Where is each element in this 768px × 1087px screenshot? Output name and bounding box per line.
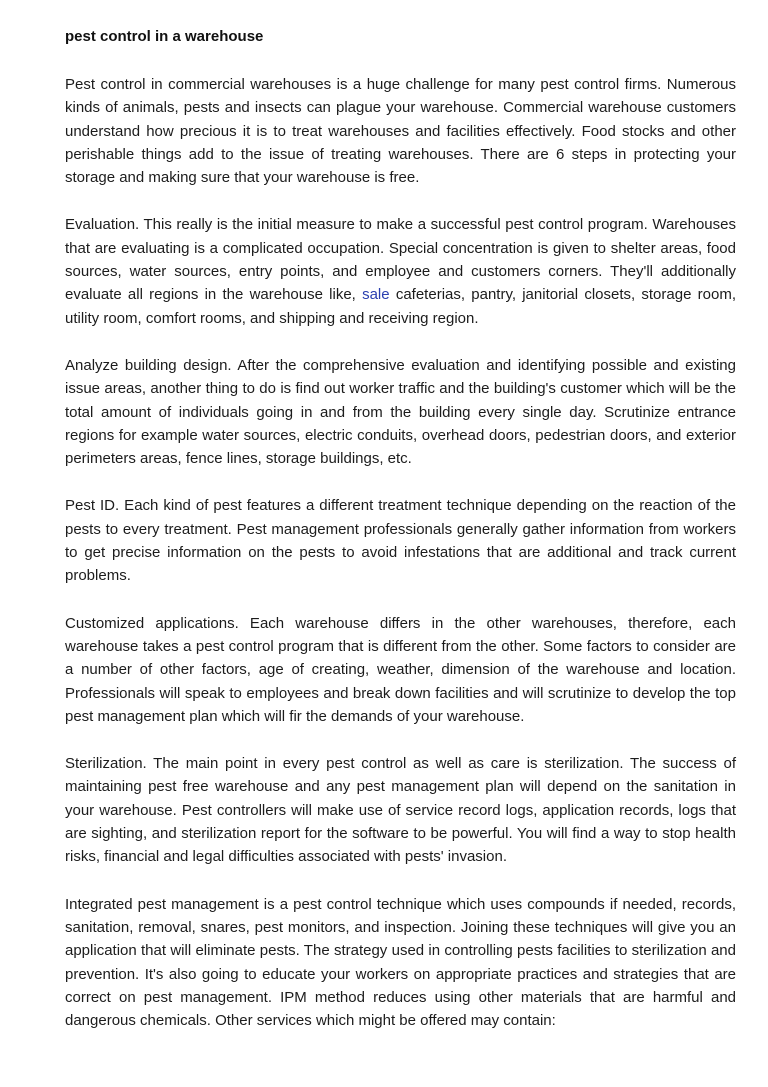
paragraph-pest-id: Pest ID. Each kind of pest features a different treatment technique depending on the reaction of the pests to every treatment. Pest management professionals generally gather information from workers to get precise information on the pests to avoid infestations that are additional and track current problems. bbox=[65, 497, 736, 585]
paragraph-integrated-pest-management: Integrated pest management is a pest control technique which uses compounds if needed, records, sanitation, removal, snares, pest monitors, and inspection. Joining these techniques will give you an application that will eliminate pests. The strategy used in controlling pests facilities to sterilization and prevention. It's also going to educate your workers on appropriate practices and strategies that are correct on pest management. IPM method reduces using other materials that are harmful and dangerous chemicals. Other services which might be offered may contain: bbox=[65, 895, 736, 1030]
paragraph-evaluation-text-before: Evaluation. This really is the initial measure to make a successful pest control program. Warehouses that are evaluating is a complicated occupation. Special concentration is given to shelter areas, food sources, water sources, entry points, and employee and customers corners. They'll additionally evaluate all regions in the warehouse like, bbox=[65, 216, 736, 304]
sale-link[interactable]: sale bbox=[362, 286, 390, 304]
paragraph-customized-applications: Customized applications. Each warehouse differs in the other warehouses, therefore, each warehouse takes a pest control program that is different from the other. Some factors to consider are a number of other factors, age of creating, weather, dimension of the warehouse and location. Professionals will speak to employees and break down facilities and will scrutinize to develop the top pest management plan which will fir the demands of your warehouse. bbox=[65, 614, 736, 725]
paragraph-evaluation-text-after: cafeterias, pantry, janitorial closets, storage room, utility room, comfort rooms, and shipping and receiving region. bbox=[65, 286, 736, 327]
paragraph-evaluation bbox=[65, 213, 736, 329]
paragraph-sterilization: Sterilization. The main point in every pest control as well as care is sterilization. The success of maintaining pest free warehouse and any pest management plan will depend on the sanitation in your warehouse. Pest controllers will make use of service record logs, application records, logs that are sighting, and sterilization report for the software to be powerful. You will find a way to stop health risks, financial and legal difficulties associated with pests' invasion. bbox=[65, 755, 736, 866]
paragraph-building-design: Analyze building design. After the comprehensive evaluation and identifying possible and existing issue areas, another thing to do is find out worker traffic and the building's customer which will be the total amount of individuals going in and from the building every single day. Scrutinize entrance regions for example water sources, electric conduits, overhead doors, pedestrian doors, and exterior perimeters areas, fence lines, storage buildings, etc. bbox=[65, 356, 736, 468]
paragraph-intro: Pest control in commercial warehouses is a huge challenge for many pest control firms. Numerous kinds of animals, pests and insects can plague your warehouse. Commercial warehouse customers understand how precious it is to treat warehouses and facilities effectively. Food stocks and other perishable things add to the issue of treating warehouses. There are 6 steps in protecting your storage and making sure that your warehouse is free. bbox=[65, 76, 736, 187]
document-page bbox=[65, 26, 736, 1056]
document-title: pest control in a warehouse bbox=[65, 28, 264, 45]
